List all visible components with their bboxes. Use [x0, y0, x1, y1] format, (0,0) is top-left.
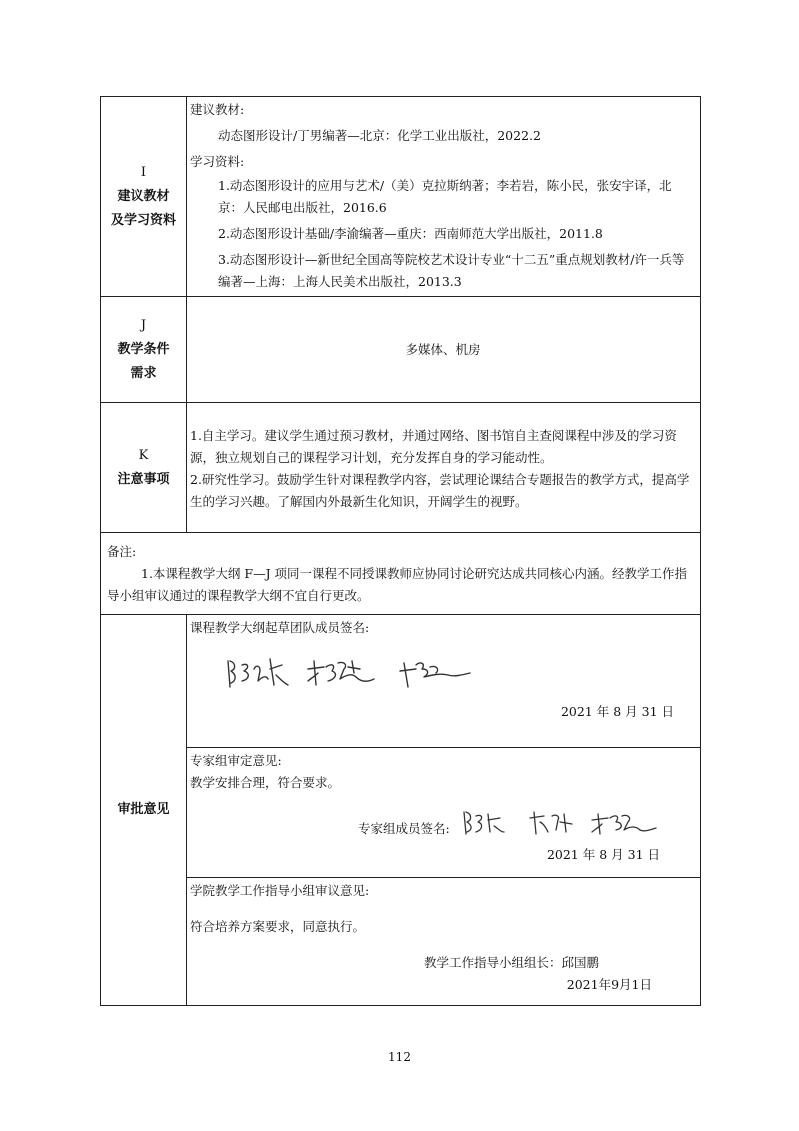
approval-label-text: 审批意见 [117, 802, 170, 817]
materials-heading: 学习资料: [190, 154, 245, 169]
material-item-3: 3.动态图形设计—新世纪全国高等院校艺术设计专业“十二五”重点规划教材/许一兵等编著—上海：上海人民美术出版社，2013.3 [218, 252, 685, 289]
approval-drafting-row [101, 615, 701, 748]
expert-heading: 专家组审定意见: [190, 753, 282, 768]
section-i-label-line1: 建议教材 [117, 188, 170, 204]
section-k-label [101, 403, 187, 533]
drafting-cell [187, 615, 701, 748]
drafting-date: 2021 年 8 月 31 日 [560, 704, 674, 719]
section-j-content [187, 297, 701, 403]
section-i-content [187, 97, 701, 297]
college-date: 2021年9月1日 [566, 977, 652, 992]
drafting-heading: 课程教学大纲起草团队成员签名: [190, 620, 370, 635]
remarks-row [101, 533, 701, 615]
textbook-entry: 动态图形设计/丁男编著—北京：化学工业出版社，2022.2 [218, 128, 541, 143]
notice-item-1: 1.自主学习。建议学生通过预习教材，并通过网络、图书馆自主查阅课程中涉及的学习资源，独立规划自己的课程学习计划，充分发挥自身的学习能动性。 [190, 428, 677, 465]
section-j-label [101, 297, 187, 403]
college-cell [187, 878, 701, 1006]
approval-expert-row [101, 748, 701, 878]
section-i-label-line2: 及学习资料 [110, 212, 176, 228]
handwritten-signatures-drafting [190, 639, 490, 695]
material-item-1: 1.动态图形设计的应用与艺术/（美）克拉斯纳著；李若岩，陈小民，张安宇译，北京：人民邮电出版社，2016.6 [218, 178, 672, 215]
page-number: 112 [388, 1050, 411, 1064]
expert-signature-line [190, 794, 696, 844]
college-heading: 学院教学工作指导小组审议意见: [190, 883, 370, 898]
approval-college-row [101, 878, 701, 1006]
expert-cell [187, 748, 701, 878]
section-k-content [187, 403, 701, 533]
section-k-code: K [138, 447, 149, 463]
handwritten-signatures-expert [460, 802, 660, 842]
section-i-row [101, 97, 701, 297]
section-j-label-line2: 需求 [130, 365, 157, 381]
remarks-text: 1.本课程教学大纲 F—J 项同一课程不同授课教师应协同讨论研究达成共同核心内涵。经教学工作指导小组审议通过的课程教学大纲不宜自行更改。 [107, 566, 688, 603]
section-i-label [101, 97, 187, 297]
textbook-heading: 建议教材: [190, 102, 245, 117]
remarks-heading: 备注: [107, 544, 137, 559]
expert-date: 2021 年 8 月 31 日 [546, 847, 660, 862]
drafting-signatures [190, 639, 696, 695]
notice-item-2: 2.研究性学习。鼓励学生针对课程教学内容，尝试理论课结合专题报告的教学方式，提高学生的学习兴趣。了解国内外最新生化知识，开阔学生的视野。 [190, 472, 690, 509]
college-leader: 教学工作指导小组组长：邱国鹏 [424, 955, 600, 970]
college-opinion: 符合培养方案要求，同意执行。 [190, 919, 366, 934]
teaching-conditions: 多媒体、机房 [405, 341, 481, 357]
syllabus-table [100, 96, 701, 1006]
section-i-code: I [140, 164, 147, 180]
section-k-label-text: 注意事项 [117, 471, 170, 487]
approval-label [101, 615, 187, 1006]
section-j-label-line1: 教学条件 [117, 341, 170, 357]
section-k-row [101, 403, 701, 533]
expert-signers-label: 专家组成员签名: [358, 821, 450, 836]
section-j-row [101, 297, 701, 403]
expert-opinion: 教学安排合理，符合要求。 [190, 775, 341, 790]
material-item-2: 2.动态图形设计基础/李渝编著—重庆：西南师范大学出版社，2011.8 [218, 226, 603, 241]
remarks-cell [101, 533, 701, 615]
section-j-code: J [140, 317, 147, 333]
